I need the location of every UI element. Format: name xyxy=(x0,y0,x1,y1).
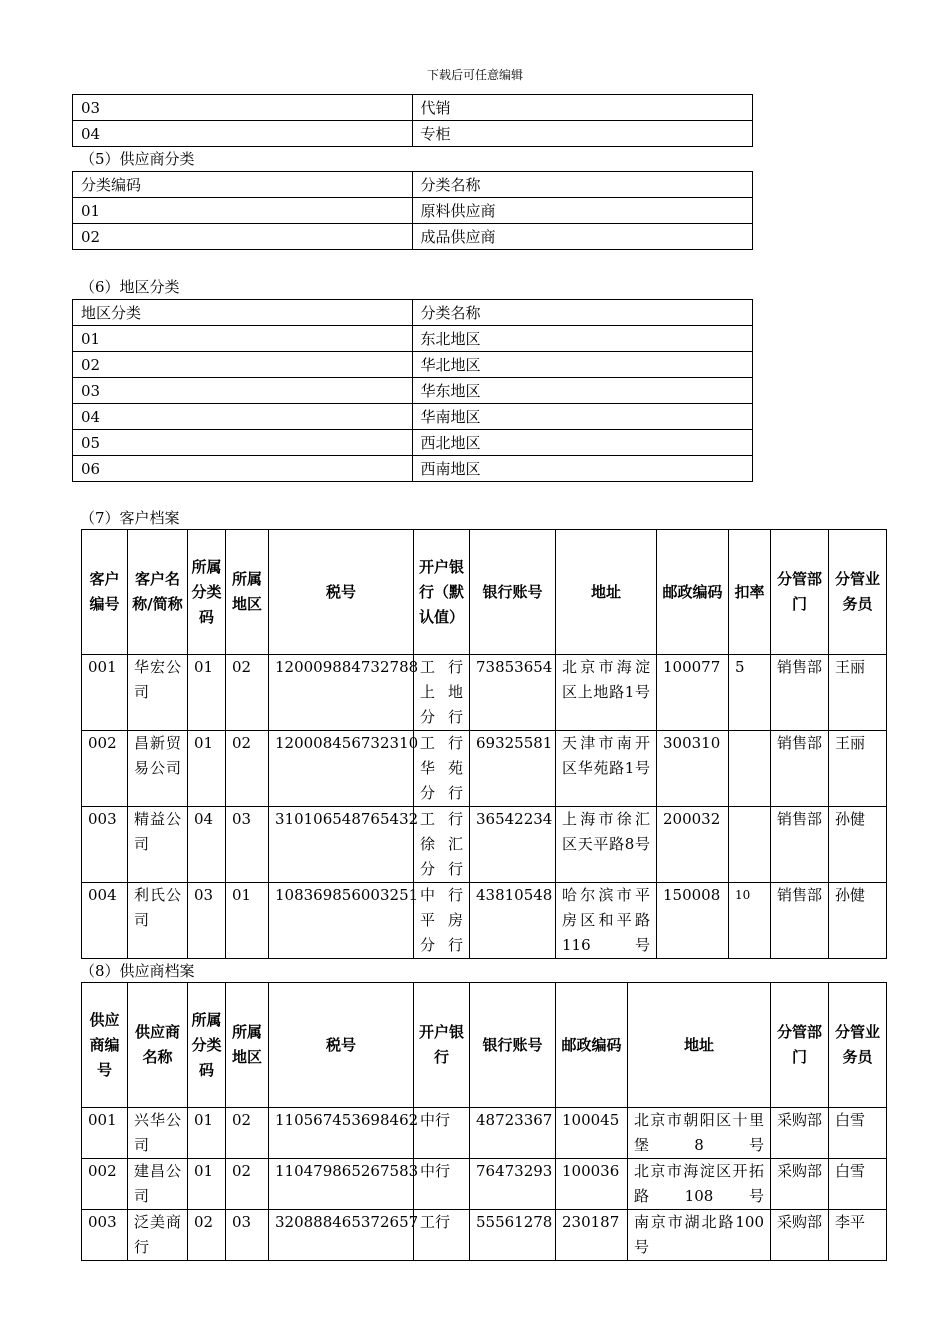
column-header: 邮政编码 xyxy=(556,983,628,1108)
table-cell: 华北地区 xyxy=(412,352,753,378)
table-cell: 003 xyxy=(82,807,128,883)
table-row xyxy=(82,807,887,883)
table-row xyxy=(73,198,753,224)
table-cell: 中行平房分行 xyxy=(414,883,470,959)
customer-records-table xyxy=(81,529,887,959)
column-header: 开户银行 xyxy=(414,983,470,1108)
table-cell: 成品供应商 xyxy=(412,224,753,250)
table-cell: 代销 xyxy=(412,95,753,121)
table-cell: 李平 xyxy=(829,1210,887,1261)
sales-type-table-continued xyxy=(72,94,753,147)
table-cell: 01 xyxy=(226,883,269,959)
column-header: 分类名称 xyxy=(412,172,753,198)
column-header: 分管业务员 xyxy=(829,530,887,655)
table-cell: 昌新贸易公司 xyxy=(128,731,188,807)
table-row xyxy=(73,430,753,456)
table-cell: 230187 xyxy=(556,1210,628,1261)
table-cell: 110567453698462 xyxy=(269,1108,414,1159)
table-header-row xyxy=(73,300,753,326)
table-row xyxy=(73,224,753,250)
column-header: 所属地区 xyxy=(226,983,269,1108)
table-cell: 白雪 xyxy=(829,1108,887,1159)
table-cell: 01 xyxy=(188,1108,226,1159)
section-title-supplier-category: （5）供应商分类 xyxy=(80,150,195,168)
table-cell: 100036 xyxy=(556,1159,628,1210)
table-cell: 69325581 xyxy=(470,731,556,807)
column-header: 分管部门 xyxy=(771,983,829,1108)
table-row xyxy=(73,404,753,430)
column-header: 分类编码 xyxy=(73,172,413,198)
section-title-customer-records: （7）客户档案 xyxy=(80,509,180,527)
section-title-region-category: （6）地区分类 xyxy=(80,278,180,296)
table-row xyxy=(82,1210,887,1261)
table-cell: 03 xyxy=(226,807,269,883)
column-header: 客户名称/简称 xyxy=(128,530,188,655)
table-cell: 华南地区 xyxy=(412,404,753,430)
table-cell: 销售部 xyxy=(771,883,829,959)
column-header: 客户编号 xyxy=(82,530,128,655)
table-cell: 003 xyxy=(82,1210,128,1261)
table-cell: 王丽 xyxy=(829,731,887,807)
table-cell: 销售部 xyxy=(771,807,829,883)
table-cell: 01 xyxy=(73,198,413,224)
table-cell xyxy=(729,731,771,807)
table-cell: 150008 xyxy=(657,883,729,959)
table-cell: 华东地区 xyxy=(412,378,753,404)
table-cell: 华宏公司 xyxy=(128,655,188,731)
column-header: 开户银行（默认值） xyxy=(414,530,470,655)
table-row xyxy=(73,352,753,378)
table-cell: 采购部 xyxy=(771,1210,829,1261)
table-cell: 南京市湖北路100号 xyxy=(628,1210,771,1261)
table-row xyxy=(82,1159,887,1210)
table-cell: 建昌公司 xyxy=(128,1159,188,1210)
table-cell: 01 xyxy=(73,326,413,352)
table-cell: 西南地区 xyxy=(412,456,753,482)
table-cell: 43810548 xyxy=(470,883,556,959)
column-header: 税号 xyxy=(269,983,414,1108)
table-cell xyxy=(729,807,771,883)
table-cell: 100045 xyxy=(556,1108,628,1159)
table-cell: 工行徐汇分行 xyxy=(414,807,470,883)
table-cell: 孙健 xyxy=(829,883,887,959)
table-cell: 03 xyxy=(188,883,226,959)
table-header-row xyxy=(82,983,887,1108)
table-cell: 04 xyxy=(188,807,226,883)
table-cell: 06 xyxy=(73,456,413,482)
table-cell: 36542234 xyxy=(470,807,556,883)
table-header-row xyxy=(82,530,887,655)
column-header: 扣率 xyxy=(729,530,771,655)
page-header: 下载后可任意编辑 xyxy=(426,68,523,82)
table-cell: 利氏公司 xyxy=(128,883,188,959)
table-row xyxy=(82,731,887,807)
table-cell: 120009884732788 xyxy=(269,655,414,731)
table-cell: 02 xyxy=(226,1159,269,1210)
column-header: 邮政编码 xyxy=(657,530,729,655)
table-cell: 002 xyxy=(82,1159,128,1210)
table-cell: 工行 xyxy=(414,1210,470,1261)
table-cell: 中行 xyxy=(414,1159,470,1210)
column-header: 地址 xyxy=(628,983,771,1108)
column-header: 供应商编号 xyxy=(82,983,128,1108)
table-cell: 03 xyxy=(73,95,413,121)
table-cell: 04 xyxy=(73,404,413,430)
table-cell: 01 xyxy=(188,731,226,807)
table-cell: 销售部 xyxy=(771,655,829,731)
table-cell: 108369856003251 xyxy=(269,883,414,959)
table-cell: 110479865267583 xyxy=(269,1159,414,1210)
column-header: 所属地区 xyxy=(226,530,269,655)
table-cell: 哈尔滨市平房区和平路116号 xyxy=(556,883,657,959)
table-cell: 02 xyxy=(188,1210,226,1261)
column-header: 银行账号 xyxy=(470,983,556,1108)
table-cell: 02 xyxy=(226,731,269,807)
column-header: 所属分类码 xyxy=(188,983,226,1108)
table-cell: 310106548765432 xyxy=(269,807,414,883)
table-cell: 原料供应商 xyxy=(412,198,753,224)
table-cell: 工行上地分行 xyxy=(414,655,470,731)
table-cell: 300310 xyxy=(657,731,729,807)
table-row xyxy=(73,121,753,147)
table-cell: 48723367 xyxy=(470,1108,556,1159)
table-cell: 兴华公司 xyxy=(128,1108,188,1159)
column-header: 分管部门 xyxy=(771,530,829,655)
table-cell: 北京市海淀区开拓路108号 xyxy=(628,1159,771,1210)
column-header: 税号 xyxy=(269,530,414,655)
column-header: 分类名称 xyxy=(412,300,753,326)
table-cell: 采购部 xyxy=(771,1159,829,1210)
table-cell: 中行 xyxy=(414,1108,470,1159)
table-cell: 精益公司 xyxy=(128,807,188,883)
table-cell: 02 xyxy=(226,655,269,731)
table-cell: 采购部 xyxy=(771,1108,829,1159)
table-row xyxy=(73,326,753,352)
table-cell: 泛美商行 xyxy=(128,1210,188,1261)
table-cell: 上海市徐汇区天平路8号 xyxy=(556,807,657,883)
table-cell: 004 xyxy=(82,883,128,959)
table-cell: 专柜 xyxy=(412,121,753,147)
column-header: 银行账号 xyxy=(470,530,556,655)
table-cell: 01 xyxy=(188,655,226,731)
column-header: 供应商名称 xyxy=(128,983,188,1108)
table-cell: 55561278 xyxy=(470,1210,556,1261)
table-cell: 销售部 xyxy=(771,731,829,807)
table-cell: 东北地区 xyxy=(412,326,753,352)
table-cell: 320888465372657 xyxy=(269,1210,414,1261)
table-cell: 02 xyxy=(73,224,413,250)
table-cell: 工行华苑分行 xyxy=(414,731,470,807)
column-header: 所属分类码 xyxy=(188,530,226,655)
table-cell: 05 xyxy=(73,430,413,456)
table-row xyxy=(73,456,753,482)
table-row xyxy=(82,655,887,731)
table-cell: 03 xyxy=(226,1210,269,1261)
table-row xyxy=(82,1108,887,1159)
section-title-supplier-records: （8）供应商档案 xyxy=(80,962,195,980)
table-cell: 5 xyxy=(729,655,771,731)
table-cell: 西北地区 xyxy=(412,430,753,456)
table-row xyxy=(73,378,753,404)
table-cell: 天津市南开区华苑路1号 xyxy=(556,731,657,807)
column-header: 分管业务员 xyxy=(829,983,887,1108)
table-cell: 02 xyxy=(73,352,413,378)
table-cell: 001 xyxy=(82,1108,128,1159)
table-cell: 03 xyxy=(73,378,413,404)
region-category-table xyxy=(72,299,753,482)
supplier-records-table xyxy=(81,982,887,1261)
table-cell: 孙健 xyxy=(829,807,887,883)
table-cell: 北京市海淀区上地路1号 xyxy=(556,655,657,731)
column-header: 地址 xyxy=(556,530,657,655)
table-row xyxy=(73,95,753,121)
table-cell: 北京市朝阳区十里堡8号 xyxy=(628,1108,771,1159)
table-cell: 76473293 xyxy=(470,1159,556,1210)
table-cell: 120008456732310 xyxy=(269,731,414,807)
table-cell: 200032 xyxy=(657,807,729,883)
table-cell: 002 xyxy=(82,731,128,807)
table-cell: 001 xyxy=(82,655,128,731)
column-header: 地区分类 xyxy=(73,300,413,326)
table-cell: 04 xyxy=(73,121,413,147)
table-row xyxy=(82,883,887,959)
table-cell: 100077 xyxy=(657,655,729,731)
table-cell: 王丽 xyxy=(829,655,887,731)
table-header-row xyxy=(73,172,753,198)
table-cell: 10 xyxy=(729,883,771,959)
table-cell: 73853654 xyxy=(470,655,556,731)
table-cell: 01 xyxy=(188,1159,226,1210)
table-cell: 02 xyxy=(226,1108,269,1159)
supplier-category-table xyxy=(72,171,753,250)
table-cell: 白雪 xyxy=(829,1159,887,1210)
